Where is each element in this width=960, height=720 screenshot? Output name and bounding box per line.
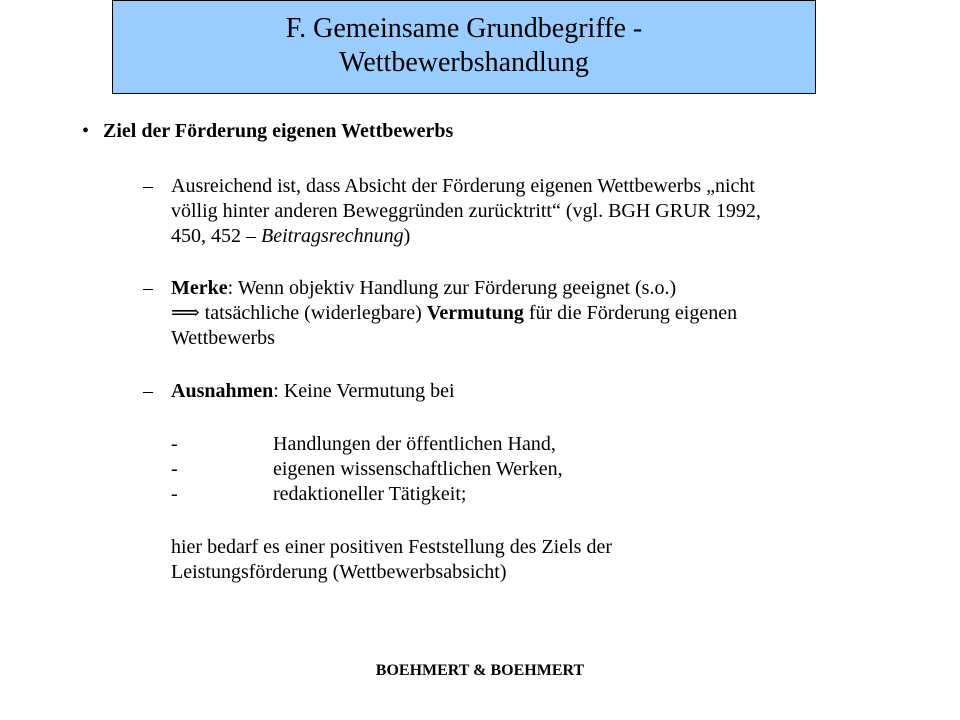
exception-1-text: Handlungen der öffentlichen Hand, — [273, 433, 556, 455]
implies-arrow-icon: ⟹ — [171, 302, 200, 324]
item-1-line-1: Ausreichend ist, dass Absicht der Förderung eigenen Wettbewerbs „nicht — [171, 175, 755, 197]
item-2-line-1-rest: : Wenn objektiv Handlung zur Förderung geeignet (s.o.) — [227, 277, 677, 299]
footer-firm-name: BOEHMERT & BOEHMERT — [375, 662, 585, 679]
exception-1-dash: - — [171, 433, 178, 455]
item-2-dash: – — [143, 277, 153, 299]
item-1-line-2: völlig hinter anderen Beweggründen zurücktritt“ (vgl. BGH GRUR 1992, — [171, 200, 761, 222]
item-3-dash: – — [143, 380, 153, 402]
item-2-line-2-b: für die Förderung eigenen — [523, 302, 738, 324]
ausnahmen-label: Ausnahmen — [171, 380, 274, 402]
item-2-line-3: Wettbewerbs — [171, 327, 275, 349]
item-3-line-1-rest: : Keine Vermutung bei — [273, 380, 455, 402]
vermutung-term: Vermutung — [426, 302, 524, 324]
slide-title-line-2: Wettbewerbshandlung — [339, 47, 589, 78]
closing-line-2: Leistungsförderung (Wettbewerbsabsicht) — [171, 561, 507, 583]
item-2-line-1 — [171, 276, 676, 300]
item-3-line-1 — [171, 379, 455, 403]
exception-2-dash: - — [171, 458, 178, 480]
merke-label: Merke — [171, 277, 228, 299]
exception-2-text: eigenen wissenschaftlichen Werken, — [273, 458, 563, 480]
exception-3-text: redaktioneller Tätigkeit; — [273, 483, 467, 505]
item-1-line-3 — [171, 224, 410, 248]
item-1-line-3-a: 450, 452 – — [171, 225, 261, 247]
item-2-line-2 — [171, 301, 737, 325]
closing-line-1: hier bedarf es einer positiven Feststellung des Ziels der — [171, 536, 612, 558]
item-2-line-2-a: tatsächliche (widerlegbare) — [199, 302, 427, 324]
exception-3-dash: - — [171, 483, 178, 505]
bullet-heading: Ziel der Förderung eigenen Wettbewerbs — [103, 120, 454, 142]
item-1-dash: – — [143, 175, 153, 197]
slide-title-line-1: F. Gemeinsame Grundbegriffe - — [285, 13, 643, 44]
item-1-citation-name: Beitragsrechnung — [261, 225, 404, 247]
bullet-symbol: • — [82, 120, 90, 142]
item-1-line-3-b: ) — [403, 225, 411, 247]
